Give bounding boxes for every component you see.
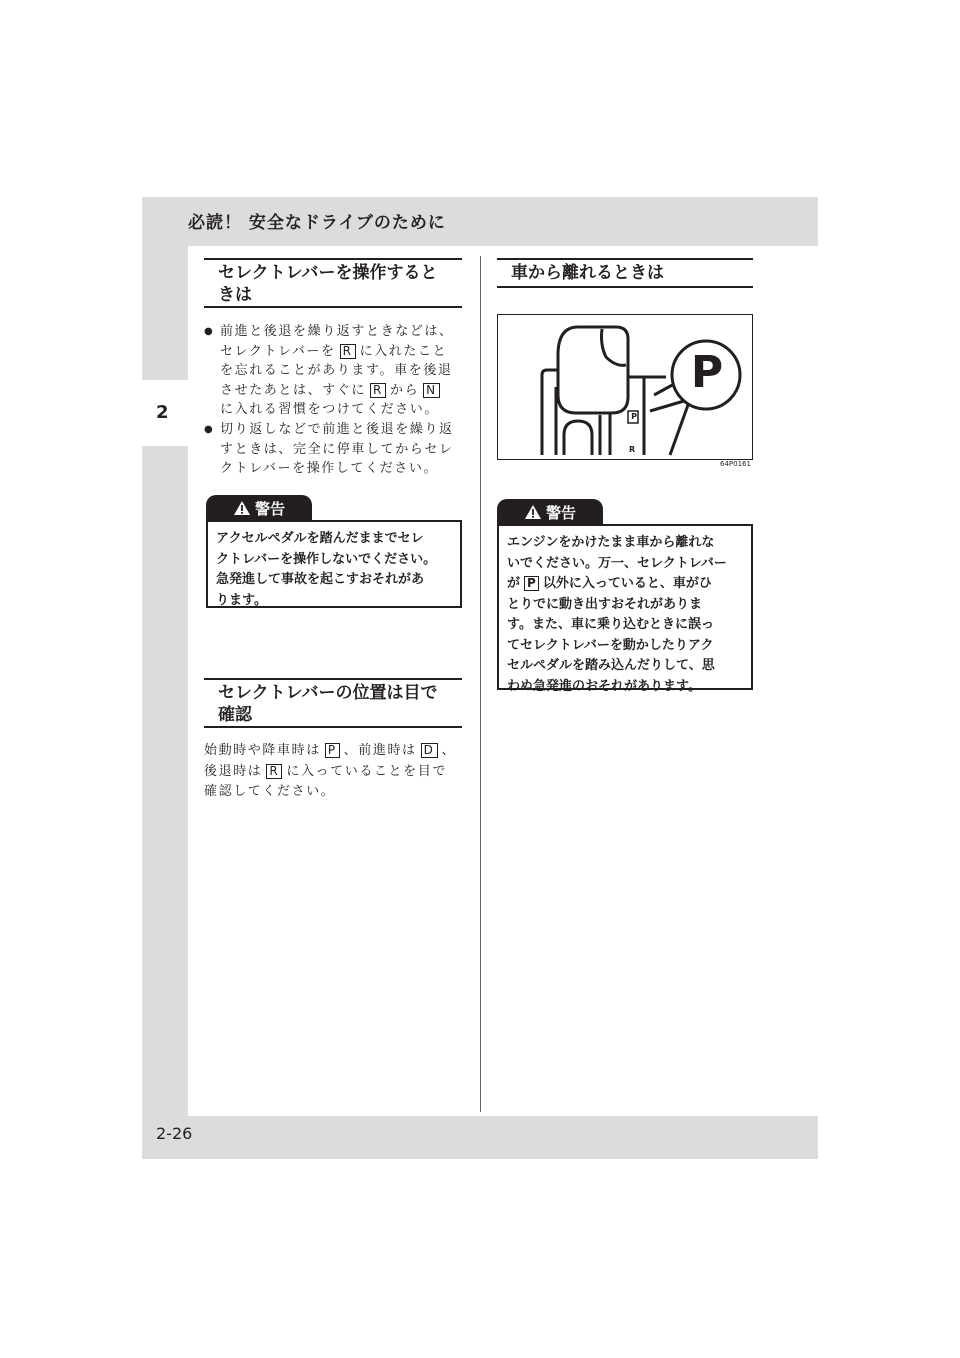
heading-line-2: 確認 <box>218 705 252 725</box>
section-heading-leaving-car: 車から離れるときは <box>497 258 753 288</box>
warning-box: エンジンをかけたまま車から離れな いでください。万一、セレクトレバー が P 以外に入っていると、車がひ とりでに動き出すおそれがありま す。また、車に乗り込むときに誤っ てセレクトレバーを動かしたりアク セルペダルを踏み込んだりして、思 わぬ急発進のおそれがあります。 <box>497 524 753 690</box>
shift-key-p: P <box>524 576 539 591</box>
shift-key-r: R <box>266 764 282 779</box>
shift-key-r: R <box>370 383 386 398</box>
heading-line-1: セレクトレバーを操作すると <box>218 263 438 283</box>
warning-icon <box>233 500 251 516</box>
section-heading-check-lever-position <box>204 678 462 728</box>
p-letter-small: P <box>631 412 637 421</box>
list-item: ● 前進と後退を繰り返すときなどは、 セレクトレバーを R に入れたこと を忘れることがあります。車を後退 させたあとは、すぐに R から N に入れる習慣をつけてください。 <box>204 322 466 420</box>
chapter-number: 2 <box>156 402 169 423</box>
r-letter-small: R <box>629 445 636 454</box>
warning-label: 警告 <box>254 499 285 518</box>
shift-lever-illustration <box>497 314 753 460</box>
heading-line-2: きは <box>218 285 252 305</box>
section-heading-operate-lever <box>204 258 462 308</box>
shift-key-p: P <box>325 743 340 758</box>
shift-key-d: D <box>421 743 438 758</box>
header-title: 必読！ 安全なドライブのために <box>188 213 446 233</box>
warning-label-tab <box>497 499 603 525</box>
heading-line-1: セレクトレバーの位置は目で <box>218 683 438 703</box>
check-position-paragraph: 始動時や降車時は P 、前進時は D 、 後退時は R に入っていることを目で 確認してください。 <box>204 743 457 799</box>
warning-label-tab <box>206 495 312 521</box>
page-number: 2-26 <box>156 1124 193 1143</box>
warning-box: アクセルペダルを踏んだままでセレ クトレバーを操作しないでください。 急発進して事故を起こすおそれがあ ります。 <box>206 520 462 608</box>
illustration-code: 64P0161 <box>720 460 751 468</box>
operation-notes-list <box>204 322 466 479</box>
shift-key-n: N <box>423 383 440 398</box>
warning-label: 警告 <box>545 503 576 522</box>
warning-icon <box>524 504 542 520</box>
p-letter-large: P <box>690 347 724 398</box>
shift-key-r: R <box>340 344 356 359</box>
column-divider <box>480 256 481 1112</box>
list-item: ● 切り返しなどで前進と後退を繰り返 すときは、完全に停車してからセレ クトレバーを操作してください。 <box>204 420 466 479</box>
